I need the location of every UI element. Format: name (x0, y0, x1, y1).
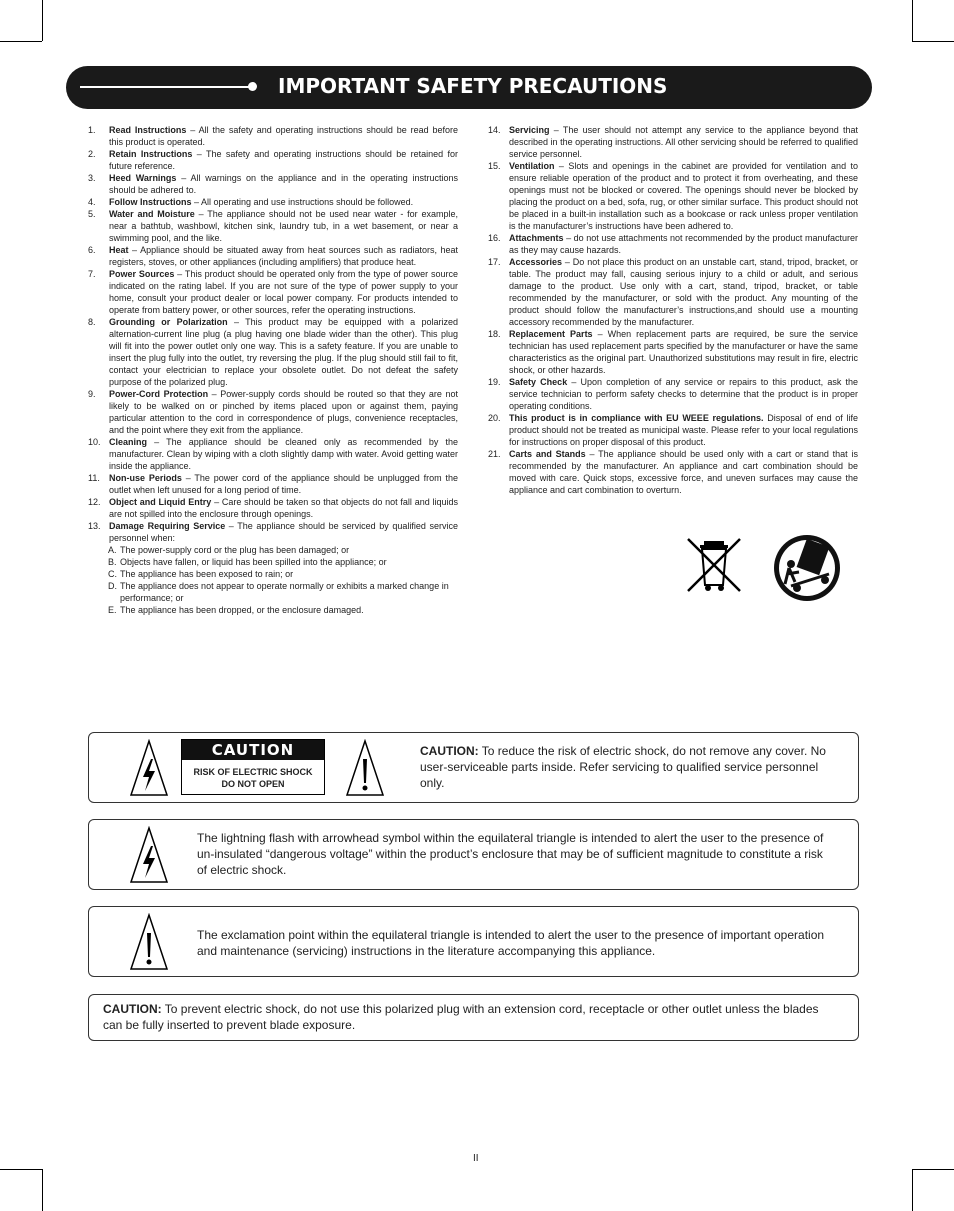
list-item-number: 17. (488, 257, 501, 267)
damage-subitem-text: The appliance has been exposed to rain; or (120, 569, 294, 579)
list-item-number: 13. (88, 521, 101, 531)
list-item-body (509, 232, 858, 256)
list-item (88, 124, 458, 148)
list-item-body (109, 472, 458, 496)
damage-subitem-letter: E. (108, 605, 117, 615)
list-item-title: Cleaning (109, 437, 148, 447)
list-item (88, 172, 458, 196)
left-column (88, 124, 458, 616)
list-item-number: 12. (88, 497, 101, 507)
list-item-text: – The appliance should not be used near water - for example, near a bathtub, washbowl, kitchen sink, laundry tub, in a wet basement, or near a swimming pool, and the like. (109, 209, 458, 243)
list-item-number: 18. (488, 329, 501, 339)
caution-label-line1: RISK OF ELECTRIC SHOCK (193, 767, 313, 777)
list-item-title: Ventilation (509, 161, 555, 171)
damage-subitem-text: The appliance has been dropped, or the enclosure damaged. (120, 605, 364, 615)
list-item-title: Follow Instructions (109, 197, 192, 207)
crop-mark (912, 0, 913, 41)
weee-crossed-bin-icon (684, 535, 744, 597)
caution-label-title: CAUTION (182, 740, 324, 760)
list-item-text: – The power cord of the appliance should be unplugged from the outlet when left unused for a long period of time. (109, 473, 458, 495)
list-item-body (109, 436, 458, 472)
list-item-body (109, 520, 458, 544)
list-item (88, 208, 458, 244)
list-item-text: – Slots and openings in the cabinet are provided for ventilation and to ensure reliable operation of the product and to protect it from overheating, and these openings must not be blocked or covered. The openings should never be blocked by placing the product on a bed, sofa, rug, or other similar surface. This product should not be placed in a built-in installation such as a bookcase or rack unless proper ventilation is the manufacturer’s instructions have been adhered to. (509, 161, 858, 231)
lightning-info-box (88, 819, 859, 890)
list-item-text: Disposal of end of life product should not be treated as municipal waste. Please refer to your local regulations for instructions on proper disposal of this product. (509, 413, 858, 447)
list-item (488, 328, 858, 376)
crop-mark (42, 1169, 43, 1211)
exclamation-triangle-icon (129, 913, 169, 971)
list-item-text: – Appliance should be situated away from heat sources such as radiators, heat registers, stoves, or other appliances (including amplifiers) that produce heat. (109, 245, 458, 267)
list-item (488, 232, 858, 256)
list-item-body (109, 244, 458, 268)
damage-subitem (108, 604, 458, 616)
list-item-title: Read Instructions (109, 125, 187, 135)
list-item-number: 1. (88, 125, 96, 135)
crop-mark (912, 1169, 913, 1211)
damage-subitem (108, 556, 458, 568)
list-item-body (109, 496, 458, 520)
exclamation-triangle-icon (345, 739, 385, 797)
damage-subitem-letter: C. (108, 569, 117, 579)
list-item-body (509, 160, 858, 232)
crop-mark (0, 1169, 42, 1170)
title-banner (66, 66, 872, 109)
polarized-plug-caution-text: CAUTION: To prevent electric shock, do not use this polarized plug with an extension cord, receptacle or other outlet unless the blades can be fully inserted to prevent blade exposure. (103, 1002, 819, 1032)
list-item-text: – The appliance should be used only with a cart or stand that is recommended by the manufacturer. An appliance and cart combination should be moved with care. Quick stops, excessive force, and uneven surfaces may cause the appliance and cart combination to overturn. (509, 449, 858, 495)
list-item-number: 21. (488, 449, 501, 459)
damage-subitem-letter: D. (108, 581, 117, 591)
page-title: IMPORTANT SAFETY PRECAUTIONS (278, 74, 668, 98)
list-item-title: Attachments (509, 233, 564, 243)
damage-subitem-text: The power-supply cord or the plug has been damaged; or (120, 545, 350, 555)
list-item-title: Damage Requiring Service (109, 521, 226, 531)
list-item-text: – This product should be operated only from the type of power source indicated on the rating label. If you are not sure of the type of power supply to your home, consult your product dealer or local power company. For products intended to operate from battery power, or other sources, refer the operating instructions. (109, 269, 459, 315)
banner-dot (248, 82, 257, 91)
lightning-triangle-icon (129, 826, 169, 884)
damage-subitem-text: The appliance does not appear to operate normally or exhibits a marked change in performance; or (120, 581, 449, 603)
crop-mark (912, 1169, 954, 1170)
list-item (488, 448, 858, 496)
list-item-title: Water and Moisture (109, 209, 195, 219)
crop-mark (0, 41, 42, 42)
list-item-number: 9. (88, 389, 96, 399)
damage-subitem (108, 580, 458, 604)
list-item-number: 6. (88, 245, 96, 255)
list-item-number: 16. (488, 233, 501, 243)
list-item-body (509, 412, 858, 448)
polarized-plug-caution-box (88, 994, 859, 1041)
list-item-body (109, 268, 458, 316)
list-item-text: – When replacement parts are required, be sure the service technician has used replacement parts specified by the manufacturer or have the same characteristics as the original part. Unauthorized substitutions may result in fire, electric shock, or other hazards. (509, 329, 858, 375)
page-number: II (473, 1153, 479, 1164)
lightning-info-text: The lightning flash with arrowhead symbol within the equilateral triangle is intended to alert the user to the presence of un-insulated “dangerous voltage” within the product’s enclosure that may be of sufficient magnitude to constitute a risk of electric shock. (197, 831, 824, 877)
list-item (88, 496, 458, 520)
crop-mark (912, 41, 954, 42)
list-item (488, 412, 858, 448)
list-item-number: 5. (88, 209, 96, 219)
list-item-text: – The safety and operating instructions should be retained for future reference. (109, 149, 458, 171)
list-item-text: – All warnings on the appliance and in the operating instructions should be adhered to. (109, 173, 458, 195)
list-item-text: – The appliance should be serviced by qualified service personnel when: (109, 521, 458, 543)
list-item-body (509, 448, 858, 496)
list-item-title: Object and Liquid Entry (109, 497, 212, 507)
caution-label-line2: DO NOT OPEN (221, 779, 285, 789)
list-item (88, 316, 458, 388)
right-column (488, 124, 858, 496)
lightning-triangle-icon (129, 739, 169, 797)
list-item-body (509, 376, 858, 412)
list-item-title: Grounding or Polarization (109, 317, 228, 327)
list-item-title: Retain Instructions (109, 149, 193, 159)
list-item-text: – Do not place this product on an unstable cart, stand, tripod, bracket, or table. The product may fall, causing serious injury to a child or adult, and serious damage to the product. Use only with a cart, stand, tripod, bracket, or table recommended by the manufacturer, or sold with the product. Any mounting of the product should follow the manufacturer’s instructions,and should use a mounting accessory recommended by the manufacturer. (509, 257, 858, 327)
list-item (88, 196, 458, 208)
list-item-title: Non-use Periods (109, 473, 182, 483)
caution-shock-text: CAUTION: To reduce the risk of electric shock, do not remove any cover. No user-serviceable parts inside. Refer servicing to qualified service personnel only. (420, 744, 826, 790)
list-item-body (109, 148, 458, 172)
list-item-number: 2. (88, 149, 96, 159)
list-item (488, 160, 858, 232)
list-item-body (109, 172, 458, 196)
list-item-text: – All the safety and operating instructions should be read before this product is operated. (109, 125, 458, 147)
caution-label (181, 739, 325, 795)
list-item-text: – All operating and use instructions should be followed. (191, 197, 414, 207)
banner-line (80, 86, 250, 88)
list-item-number: 7. (88, 269, 96, 279)
list-item (88, 436, 458, 472)
list-item (488, 376, 858, 412)
exclamation-info-box (88, 906, 859, 977)
list-item-number: 15. (488, 161, 501, 171)
list-item-title: Power Sources (109, 269, 175, 279)
list-item-title: Safety Check (509, 377, 568, 387)
list-item (88, 520, 458, 544)
list-item-text: – Care should be taken so that objects do not fall and liquids are not spilled into the enclosure through openings. (109, 497, 458, 519)
list-item-number: 3. (88, 173, 96, 183)
list-item-body (109, 196, 458, 208)
damage-subitem-text: Objects have fallen, or liquid has been spilled into the appliance; or (120, 557, 387, 567)
list-item-title: Heed Warnings (109, 173, 177, 183)
list-item-number: 4. (88, 197, 96, 207)
crop-mark (42, 0, 43, 41)
list-item (88, 388, 458, 436)
damage-subitem-letter: A. (108, 545, 117, 555)
list-item (88, 268, 458, 316)
list-item-text: – do not use attachments not recommended by the product manufacturer as they may cause hazards. (509, 233, 858, 255)
list-item-text: – This product may be equipped with a polarized alternation-current line plug (a plug having one blade wider than the other). This plug will fit into the power outlet only one way. This is a safety feature. If you are unable to insert the plug fully into the outlet, try reversing the plug. If the plug should still fail to fit, contact your electrician to replace your obsolete outlet. Do not defeat the safety purpose of the polarized plug. (109, 317, 459, 387)
list-item-title: Accessories (509, 257, 563, 267)
list-item (488, 256, 858, 328)
list-item-body (109, 316, 458, 388)
damage-subitem (108, 568, 458, 580)
list-item-title: Replacement Parts (509, 329, 593, 339)
list-item-body (509, 124, 858, 160)
list-item-title: Servicing (509, 125, 550, 135)
list-item-title: Heat (109, 245, 129, 255)
list-item-body (109, 124, 458, 148)
list-item-number: 14. (488, 125, 501, 135)
list-item-text: – Upon completion of any service or repairs to this product, ask the service technician to perform safety checks to determine that the product is in proper operating conditions. (509, 377, 858, 411)
list-item-text: – The appliance should be cleaned only as recommended by the manufacturer. Clean by wiping with a cloth slightly damp with water. Avoid getting water inside the appliance. (109, 437, 458, 471)
list-item-body (509, 256, 858, 328)
list-item-number: 11. (88, 473, 100, 483)
list-item-number: 8. (88, 317, 96, 327)
list-item-title: Power-Cord Protection (109, 389, 209, 399)
list-item (88, 472, 458, 496)
exclamation-info-text: The exclamation point within the equilateral triangle is intended to alert the user to the presence of important operation and maintenance (servicing) instructions in the literature accompanying this appliance. (197, 928, 825, 958)
list-item-text: – Power-supply cords should be routed so that they are not likely to be walked on or pinched by items placed upon or against them, paying particular attention to the cord in correspondence of plugs, convenience receptacles, and the point where they exit from the appliance. (109, 389, 458, 435)
list-item-body (109, 208, 458, 244)
list-item-body (109, 388, 458, 436)
cart-tipover-icon (771, 534, 843, 602)
list-item (88, 148, 458, 172)
list-item (488, 124, 858, 160)
list-item-number: 20. (488, 413, 501, 423)
list-item-number: 19. (488, 377, 501, 387)
list-item-text: – The user should not attempt any service to the appliance beyond that described in the operating instructions. All other servicing should be referred to qualified service personnel. (509, 125, 858, 159)
list-item (88, 244, 458, 268)
damage-subitem-letter: B. (108, 557, 117, 567)
damage-sublist (88, 544, 458, 616)
damage-subitem (108, 544, 458, 556)
list-item-title: This product is in compliance with EU WEEE regulations. (509, 413, 764, 423)
list-item-body (509, 328, 858, 376)
list-item-number: 10. (88, 437, 101, 447)
list-item-title: Carts and Stands (509, 449, 586, 459)
